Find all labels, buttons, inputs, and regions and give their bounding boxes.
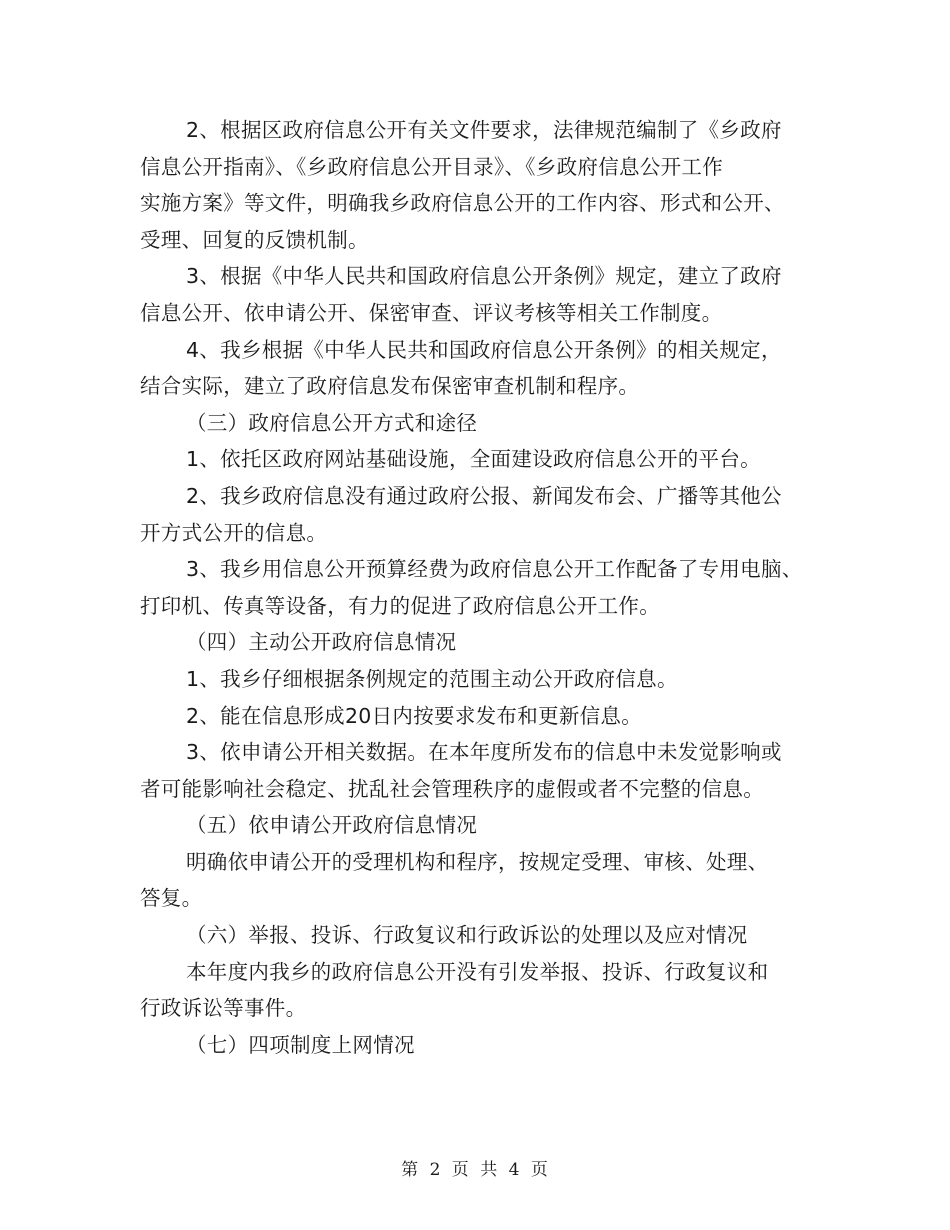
document-body (140, 112, 820, 1063)
paragraph-line: 行政诉讼等事件。 (140, 996, 307, 1021)
paragraph-line: 3、根据《中华人民共和国政府信息公开条例》规定，建立了政府 (186, 264, 782, 289)
paragraph-line: 信息公开指南》、《乡政府信息公开目录》、《乡政府信息公开工作 (140, 154, 723, 179)
section-heading: （六）举报、投诉、行政复议和行政诉讼的处理以及应对情况 (186, 923, 748, 948)
paragraph-line: 受理、回复的反馈机制。 (140, 227, 369, 252)
paragraph-line: 者可能影响社会稳定、扰乱社会管理秩序的虚假或者不完整的信息。 (140, 776, 764, 801)
section-heading: （五）依申请公开政府信息情况 (186, 813, 478, 838)
paragraph-line: 实施方案》等文件，明确我乡政府信息公开的工作内容、形式和公开、 (140, 191, 785, 216)
section-heading: （三）政府信息公开方式和途径 (186, 410, 478, 435)
page-number-footer: 第 2 页 共 4 页 (401, 1160, 549, 1180)
paragraph-line: 4、我乡根据《中华人民共和国政府信息公开条例》的相关规定， (186, 337, 782, 362)
paragraph-line: 2、能在信息形成20日内按要求发布和更新信息。 (186, 703, 643, 728)
section-heading: （七）四项制度上网情况 (186, 1032, 415, 1057)
paragraph-line: 1、依托区政府网站基础设施，全面建设政府信息公开的平台。 (186, 447, 761, 472)
paragraph-line: 本年度内我乡的政府信息公开没有引发举报、投诉、行政复议和 (186, 959, 769, 984)
paragraph-line: 3、我乡用信息公开预算经费为政府信息公开工作配备了专用电脑、 (186, 557, 803, 582)
paragraph-line: 信息公开、依申请公开、保密审查、评议考核等相关工作制度。 (140, 300, 723, 325)
paragraph-line: 明确依申请公开的受理机构和程序，按规定受理、审核、处理、 (186, 849, 769, 874)
paragraph-line: 答复。 (140, 886, 203, 911)
section-heading: （四）主动公开政府信息情况 (186, 630, 457, 655)
paragraph-line: 3、依申请公开相关数据。在本年度所发布的信息中未发觉影响或 (186, 740, 782, 765)
paragraph-line: 1、我乡仔细根据条例规定的范围主动公开政府信息。 (186, 666, 678, 691)
paragraph-line: 开方式公开的信息。 (140, 520, 328, 545)
paragraph-line: 结合实际，建立了政府信息发布保密审查机制和程序。 (140, 374, 640, 399)
paragraph-line: 打印机、传真等设备，有力的促进了政府信息公开工作。 (140, 593, 660, 618)
paragraph-line: 2、我乡政府信息没有通过政府公报、新闻发布会、广播等其他公 (186, 483, 782, 508)
paragraph-line: 2、根据区政府信息公开有关文件要求，法律规范编制了《乡政府 (186, 118, 782, 142)
